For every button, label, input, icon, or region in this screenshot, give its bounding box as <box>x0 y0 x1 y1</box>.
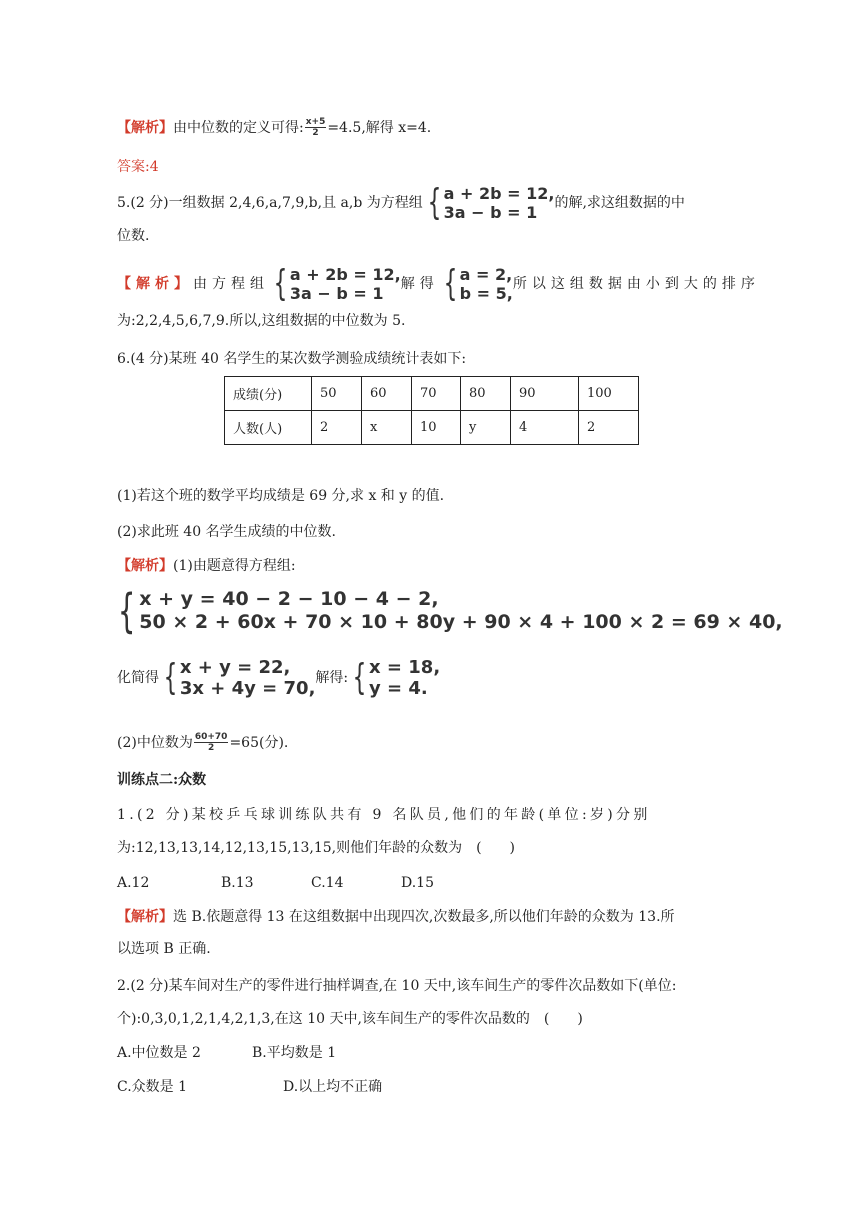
q5-stem: 5.(2 分)一组数据 2,4,6,a,7,9,b,且 a,b 为方程组 <box>117 195 423 211</box>
m2-options-row-2 <box>117 1077 383 1097</box>
analysis-label: 【解析】 <box>117 909 173 925</box>
q6-stem: 6.(4 分)某班 40 名学生的某次数学测验成绩统计表如下: <box>117 351 467 367</box>
q6-analysis-line: 【解析】(1)由题意得方程组: <box>117 558 296 574</box>
m2-stem: 2.(2 分)某车间对生产的零件进行抽样调查,在 10 天中,该车间生产的零件次品数如下(单位: <box>117 978 677 994</box>
option-c: C.众数是 1 <box>117 1079 188 1095</box>
option-a: A.12 <box>117 875 150 891</box>
option-c: C.14 <box>311 875 344 891</box>
option-d: D.以上均不正确 <box>283 1079 383 1095</box>
brace-icon: { <box>163 657 178 698</box>
m1-stem-2: 为:12,13,13,14,12,13,15,13,15,则他们年龄的众数为 ( ) <box>117 840 516 856</box>
analysis-label: 【解析】 <box>117 120 173 136</box>
fraction: $\frac{60+70}{2}$ <box>194 732 228 753</box>
brace-icon: { <box>117 584 136 638</box>
score-table <box>224 376 639 445</box>
q6-equation-system: { x + y = 40 − 2 − 10 − 4 − 2, 50 × 2 + 60x + 70 × 10 + 80y + 90 × 4 + 100 × 2 = 69 × 40, <box>117 584 783 638</box>
equation-system: { a + 2b = 12, 3a − b = 1 <box>273 263 401 304</box>
q5-stem-line-2: 位数. <box>117 228 150 244</box>
section-title: 训练点二:众数 <box>117 772 207 788</box>
m1-analysis-line-2: 以选项 B 正确. <box>117 941 211 957</box>
m1-stem: 1.(2 分)某校乒乓球训练队共有 9 名队员,他们的年龄(单位:岁)分别 <box>117 807 651 823</box>
m2-options-row-1 <box>117 1043 337 1063</box>
m2-stem-2: 个):0,3,0,1,2,1,4,2,1,3,在这 10 天中,该车间生产的零件次品数的 ( ) <box>117 1011 583 1027</box>
analysis-label: 【解析】 <box>117 276 193 292</box>
brace-icon: { <box>427 182 442 223</box>
brace-icon: { <box>443 263 458 304</box>
brace-icon: { <box>352 657 367 698</box>
table-row: 成绩(分) 50 60 70 80 90 100 <box>225 377 639 411</box>
m1-analysis-line: 【解析】选 B.依题意得 13 在这组数据中出现四次,次数最多,所以他们年龄的众数为 13.所 <box>117 909 675 925</box>
p4-analysis-text: 由中位数的定义可得: <box>173 120 304 136</box>
table-row: 人数(人) 2 x 10 y 4 2 <box>225 411 639 445</box>
m1-options <box>117 873 434 893</box>
option-b: B.平均数是 1 <box>252 1045 337 1061</box>
solution-system: { a = 2, b = 5, <box>443 263 513 304</box>
option-d: D.15 <box>401 875 434 891</box>
p4-analysis-line <box>117 117 431 139</box>
p4-answer: 答案:4 <box>117 159 159 175</box>
q6-simplify-line: 化简得 { x + y = 22, 3x + 4y = 70, 解得: { x = 18, y = 4. <box>117 657 441 699</box>
q6-analysis-line-2: (2)中位数为 $\frac{60+70}{2}$ =65(分). <box>117 732 289 753</box>
q5-stem: 的解,求这组数据的中 <box>554 195 685 211</box>
fraction: $\frac{x+5}{2}$ <box>305 117 326 138</box>
option-b: B.13 <box>221 875 254 891</box>
option-a: A.中位数是 2 <box>117 1045 201 1061</box>
analysis-label: 【解析】 <box>117 558 173 574</box>
q5-analysis-line-2: 为:2,2,4,5,6,7,9.所以,这组数据的中位数为 5. <box>117 313 406 329</box>
q6-sub2: (2)求此班 40 名学生成绩的中位数. <box>117 524 336 540</box>
equation-system: { a + 2b = 12, 3a − b = 1 <box>427 182 555 223</box>
q5-stem-line <box>117 184 685 222</box>
brace-icon: { <box>273 263 288 304</box>
p4-analysis-text: =4.5,解得 x=4. <box>327 120 432 136</box>
q6-sub1: (1)若这个班的数学平均成绩是 69 分,求 x 和 y 的值. <box>117 488 445 504</box>
q5-analysis-line: 【解析】由方程组 { a + 2b = 12, 3a − b = 1 解得 { a = 2, b = 5, 所以这组数据由小到大的排序 <box>117 263 760 304</box>
